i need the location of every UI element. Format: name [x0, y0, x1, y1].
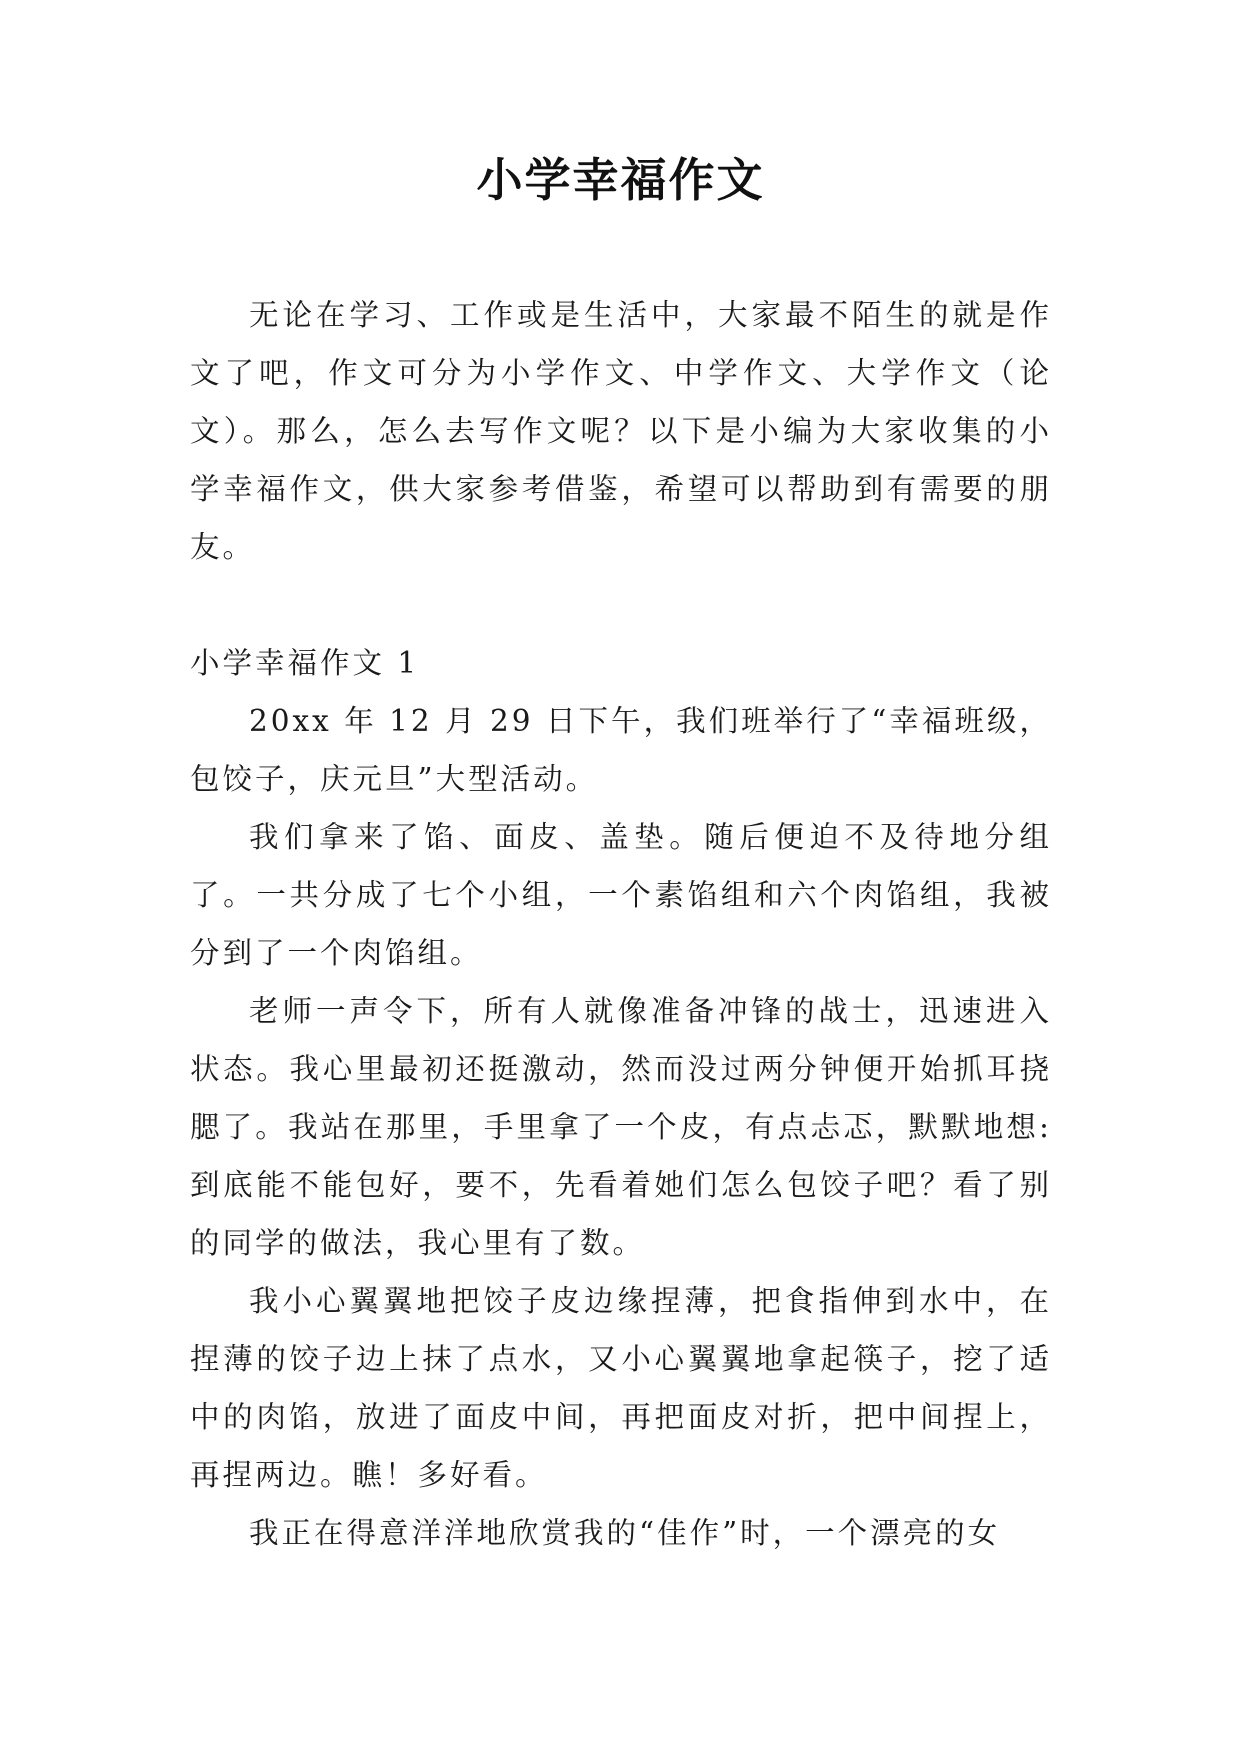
essay-paragraph-3: 老师一声令下，所有人就像准备冲锋的战士，迅速进入状态。我心里最初还挺激动，然而没过两分钟便开始抓耳挠腮了。我站在那里，手里拿了一个皮，有点忐忑，默默地想:到底能不能包好，要不，先看着她们怎么包饺子吧？看了别的同学的做法，我心里有了数。: [190, 994, 1052, 1260]
essay-paragraph-4: 我小心翼翼地把饺子皮边缘捏薄，把食指伸到水中，在捏薄的饺子边上抹了点水，又小心翼翼地拿起筷子，挖了适中的肉馅，放进了面皮中间，再把面皮对折，把中间捏上，再捏两边。瞧！多好看。: [190, 1284, 1052, 1492]
document-body: [190, 286, 1052, 1562]
document-title: 小学幸福作文: [476, 153, 765, 207]
essay-paragraph-1: 20xx 年 12 月 29 日下午，我们班举行了“幸福班级，包饺子，庆元旦”大型活动。: [190, 704, 1052, 796]
essay-paragraph-5: 我正在得意洋洋地欣赏我的“佳作”时，一个漂亮的女: [249, 1516, 1001, 1550]
essay-paragraph-2: 我们拿来了馅、面皮、盖垫。随后便迫不及待地分组了。一共分成了七个小组，一个素馅组和六个肉馅组，我被分到了一个肉馅组。: [190, 820, 1052, 970]
intro-paragraph: 无论在学习、工作或是生活中，大家最不陌生的就是作文了吧，作文可分为小学作文、中学作文、大学作文（论文）。那么，怎么去写作文呢？以下是小编为大家收集的小学幸福作文，供大家参考借鉴，希望可以帮助到有需要的朋友。: [190, 298, 1052, 564]
section-heading: 小学幸福作文 1: [190, 646, 420, 680]
